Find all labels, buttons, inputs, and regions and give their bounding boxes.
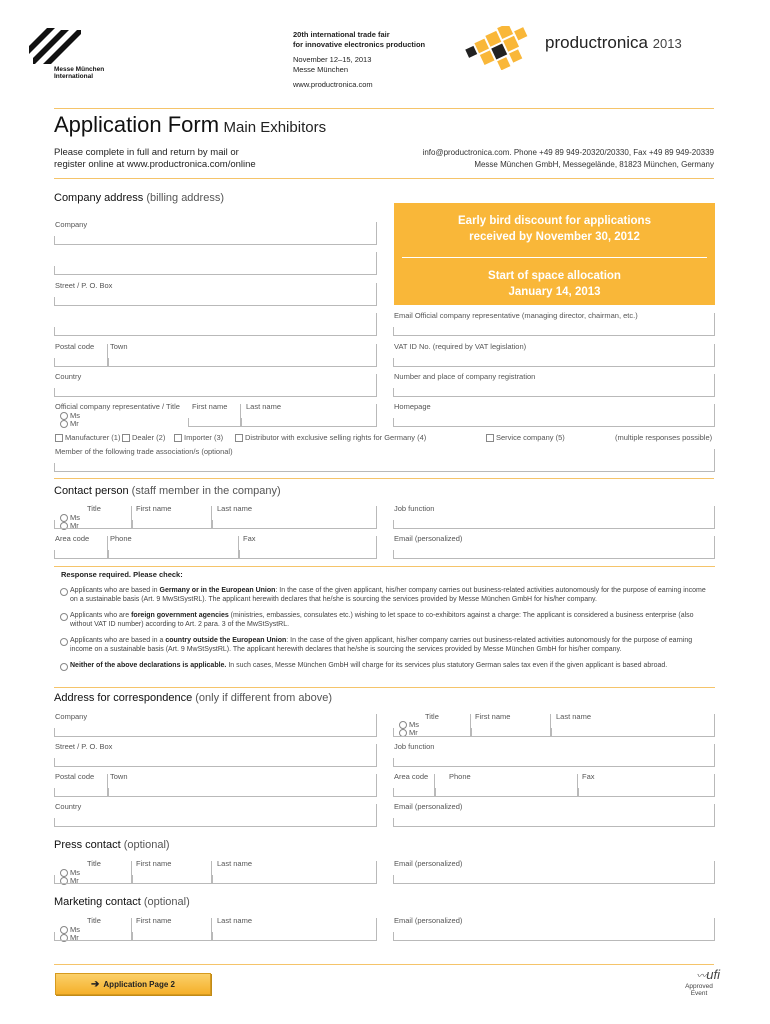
ufi-badge: [670, 968, 720, 997]
homepage-label: Homepage: [394, 402, 431, 411]
declaration-non-eu[interactable]: Applicants who are based in a country outside the European Union: In the case of the given applicant, his/her company carries out business-related activities autonomously for the purpose of earning income on a sustainable basis (Art. 9 MwStSystRL). The applicant herewith declares that he/she is sourcing the services provided by Messe München GmbH for his/her company.: [70, 637, 710, 654]
event-line2: for innovative electronics production: [293, 39, 426, 49]
corr-title-field[interactable]: [393, 714, 471, 737]
brand-name: productronica: [545, 33, 649, 52]
mkt-last-name-label: Last name: [217, 916, 253, 925]
productronica-squares-icon: [462, 26, 542, 70]
corr-town-label: Town: [110, 772, 128, 781]
declaration-neither[interactable]: Neither of the above declarations is applicable. In such cases, Messe München GmbH will charge for its services plus statutory German sales tax even if the given applicant is based abroad.: [70, 662, 710, 671]
mkt-ms-radio[interactable]: Ms: [60, 925, 80, 934]
cp-title-label: Title: [87, 504, 101, 513]
mkt-first-name-field[interactable]: [132, 918, 212, 941]
trade-assoc-label: Member of the following trade association/s (optional): [55, 447, 233, 456]
cp-last-name-label: Last name: [217, 504, 253, 513]
corr-email-field[interactable]: [393, 804, 715, 827]
press-last-name-label: Last name: [217, 859, 253, 868]
press-ms-radio[interactable]: Ms: [60, 868, 80, 877]
cp-first-name-label: First name: [136, 504, 172, 513]
cp-fax-label: Fax: [243, 534, 256, 543]
corr-street-field[interactable]: [54, 744, 377, 767]
intro-line2: register online at www.productronica.com/online: [54, 159, 256, 170]
town-field[interactable]: [108, 344, 377, 367]
corr-phone-label: Phone: [449, 772, 471, 781]
arrow-right-icon: ➔: [91, 978, 100, 990]
event-dates: November 12–15, 2013: [293, 55, 372, 64]
press-heading: Press contact (optional): [54, 839, 170, 851]
intro-line1: Please complete in full and return by mail or: [54, 147, 239, 158]
corr-job-field[interactable]: [393, 744, 715, 767]
cp-mr-radio[interactable]: Mr: [60, 521, 79, 530]
trade-assoc-field[interactable]: [54, 449, 715, 472]
next-page-button[interactable]: [55, 973, 211, 995]
press-last-name-field[interactable]: [212, 861, 377, 884]
corr-mr-radio[interactable]: Mr: [399, 728, 418, 737]
cp-area-label: Area code: [55, 534, 90, 543]
cp-last-name-field[interactable]: [212, 506, 377, 529]
press-first-name-field[interactable]: [132, 861, 212, 884]
homepage-field[interactable]: [393, 404, 715, 427]
company-address-heading: Company address (billing address): [54, 192, 224, 204]
cp-ms-radio[interactable]: Ms: [60, 513, 80, 522]
company-field-2[interactable]: [54, 252, 377, 275]
corr-title-label: Title: [425, 712, 439, 721]
corr-town-field[interactable]: [108, 774, 377, 797]
mkt-first-name-label: First name: [136, 916, 172, 925]
company-field[interactable]: [54, 222, 377, 245]
opt-manufacturer[interactable]: Manufacturer (1): [55, 433, 120, 442]
ufi-swoosh-icon: 〰: [696, 971, 707, 982]
mkt-email-label: Email (personalized): [394, 916, 463, 925]
cp-phone-label: Phone: [110, 534, 132, 543]
mkt-mr-radio[interactable]: Mr: [60, 933, 79, 942]
cp-email-field[interactable]: [393, 536, 715, 559]
press-first-name-label: First name: [136, 859, 172, 868]
contact-info-line1: info@productronica.com. Phone +49 89 949-20320/20330, Fax +49 89 949-20339: [422, 148, 714, 157]
rep-last-name-field[interactable]: [241, 404, 377, 427]
rep-last-name-label: Last name: [246, 402, 282, 411]
registration-label: Number and place of company registration: [394, 372, 536, 381]
promo-line3: Start of space allocation: [488, 270, 621, 282]
corr-job-label: Job function: [394, 742, 435, 751]
radio-icon: [60, 638, 68, 646]
checkbox-icon: [55, 434, 63, 442]
messe-logo: [29, 28, 81, 64]
press-title-field[interactable]: [54, 861, 132, 884]
contact-person-heading: Contact person (staff member in the company): [54, 485, 281, 497]
ufi-line1: Approved: [685, 983, 713, 990]
corr-first-name-field[interactable]: [471, 714, 551, 737]
event-url[interactable]: www.productronica.com: [293, 80, 373, 89]
radio-icon: [60, 588, 68, 596]
productronica-logo: [462, 26, 542, 70]
checkbox-icon: [235, 434, 243, 442]
promo-line4: January 14, 2013: [508, 286, 601, 298]
postal-field[interactable]: [54, 344, 108, 367]
corr-country-label: Country: [55, 802, 82, 811]
cp-first-name-field[interactable]: [132, 506, 212, 529]
declaration-eu[interactable]: Applicants who are based in Germany or in the European Union: In the case of the given applicant, his/her company carries out business-related activities autonomously for the purpose of earning income on a sustainable basis (Art. 9 MwStSystRL). The applicant herewith declares that he/she is sourcing the services provided by Messe München GmbH for his/her company.: [70, 587, 710, 604]
corr-ms-radio[interactable]: Ms: [399, 720, 419, 729]
next-page-label: Application Page 2: [103, 979, 175, 989]
corr-company-label: Company: [55, 712, 88, 721]
vat-label: VAT ID No. (required by VAT legislation): [394, 342, 527, 351]
rep-label: Official company representative / Title: [55, 402, 180, 411]
form-title: Application Form: [54, 112, 220, 137]
cp-title-field[interactable]: [54, 506, 132, 529]
corr-postal-label: Postal code: [55, 772, 95, 781]
mkt-title-field[interactable]: [54, 918, 132, 941]
opt-importer[interactable]: Importer (3): [174, 433, 223, 442]
corr-last-name-label: Last name: [556, 712, 592, 721]
corr-country-field[interactable]: [54, 804, 377, 827]
promo-divider: [402, 257, 707, 258]
company-label: Company: [55, 220, 88, 229]
mkt-title-label: Title: [87, 916, 101, 925]
press-email-field[interactable]: [393, 861, 715, 884]
messe-logo-icon: [29, 28, 81, 64]
contact-info-line2: Messe München GmbH, Messegelände, 81823 München, Germany: [474, 160, 714, 169]
promo-line2: received by November 30, 2012: [469, 231, 640, 243]
org-name-line2: International: [54, 73, 94, 80]
checkbox-icon: [486, 434, 494, 442]
country-field[interactable]: [54, 374, 377, 397]
opt-dealer[interactable]: Dealer (2): [122, 433, 165, 442]
cp-area-field[interactable]: [54, 536, 108, 559]
mkt-last-name-field[interactable]: [212, 918, 377, 941]
event-line1: 20th international trade fair: [293, 30, 390, 39]
corr-fax-field[interactable]: [578, 774, 715, 797]
country-label: Country: [55, 372, 82, 381]
cp-job-label: Job function: [394, 504, 435, 513]
rep-first-name-label: First name: [192, 402, 228, 411]
rep-mr-radio[interactable]: Mr: [60, 419, 79, 428]
marketing-heading: Marketing contact (optional): [54, 896, 190, 908]
street-field[interactable]: [54, 283, 377, 306]
vat-field[interactable]: [393, 344, 715, 367]
radio-icon: [60, 663, 68, 671]
promo-line1: Early bird discount for applications: [458, 215, 651, 227]
radio-icon: [60, 613, 68, 621]
response-heading: Response required. Please check:: [61, 570, 183, 579]
email-rep-label: Email Official company representative (managing director, chairman, etc.): [394, 311, 638, 320]
press-title-label: Title: [87, 859, 101, 868]
promo-box: [394, 203, 715, 305]
ufi-text: ufi: [706, 967, 720, 982]
street-field-2[interactable]: [54, 313, 377, 336]
town-label: Town: [110, 342, 128, 351]
declaration-gov[interactable]: Applicants who are foreign government agencies (ministries, embassies, consulates etc.) wishing to let space to co-exhibitors against a charge: The applicant is considered a business enterprise (also without VAT ID number) according to Art. 2 para. 3 of the MwStSystRL.: [70, 612, 710, 629]
mkt-email-field[interactable]: [393, 918, 715, 941]
corr-area-label: Area code: [394, 772, 429, 781]
corr-postal-field[interactable]: [54, 774, 108, 797]
cp-job-field[interactable]: [393, 506, 715, 529]
checkbox-icon: [122, 434, 130, 442]
correspondence-heading: Address for correspondence (only if different from above): [54, 692, 332, 704]
brand-year: 2013: [652, 36, 682, 51]
cp-fax-field[interactable]: [239, 536, 377, 559]
corr-fax-label: Fax: [582, 772, 595, 781]
opt-distributor[interactable]: Distributor with exclusive selling rights for Germany (4): [235, 433, 426, 442]
press-mr-radio[interactable]: Mr: [60, 876, 79, 885]
street-label: Street / P. O. Box: [55, 281, 113, 290]
corr-last-name-field[interactable]: [551, 714, 715, 737]
cp-phone-field[interactable]: [108, 536, 239, 559]
rep-ms-radio[interactable]: Ms: [60, 411, 80, 420]
corr-street-label: Street / P. O. Box: [55, 742, 113, 751]
corr-first-name-label: First name: [475, 712, 511, 721]
cp-email-label: Email (personalized): [394, 534, 463, 543]
registration-field[interactable]: [393, 374, 715, 397]
rep-first-name-field[interactable]: [188, 404, 241, 427]
email-rep-field[interactable]: [393, 313, 715, 336]
press-email-label: Email (personalized): [394, 859, 463, 868]
corr-email-label: Email (personalized): [394, 802, 463, 811]
corr-company-field[interactable]: [54, 714, 377, 737]
form-subtitle: Main Exhibitors: [223, 119, 327, 136]
postal-label: Postal code: [55, 342, 95, 351]
opt-service[interactable]: Service company (5): [486, 433, 565, 442]
corr-area-field[interactable]: [393, 774, 435, 797]
event-venue: Messe München: [293, 64, 349, 74]
checkbox-icon: [174, 434, 182, 442]
multiple-note: (multiple responses possible): [615, 433, 713, 442]
radio-icon: [60, 420, 68, 428]
org-name-line1: Messe München: [54, 66, 105, 73]
ufi-line2: Event: [690, 990, 708, 997]
corr-phone-field[interactable]: [435, 774, 578, 797]
